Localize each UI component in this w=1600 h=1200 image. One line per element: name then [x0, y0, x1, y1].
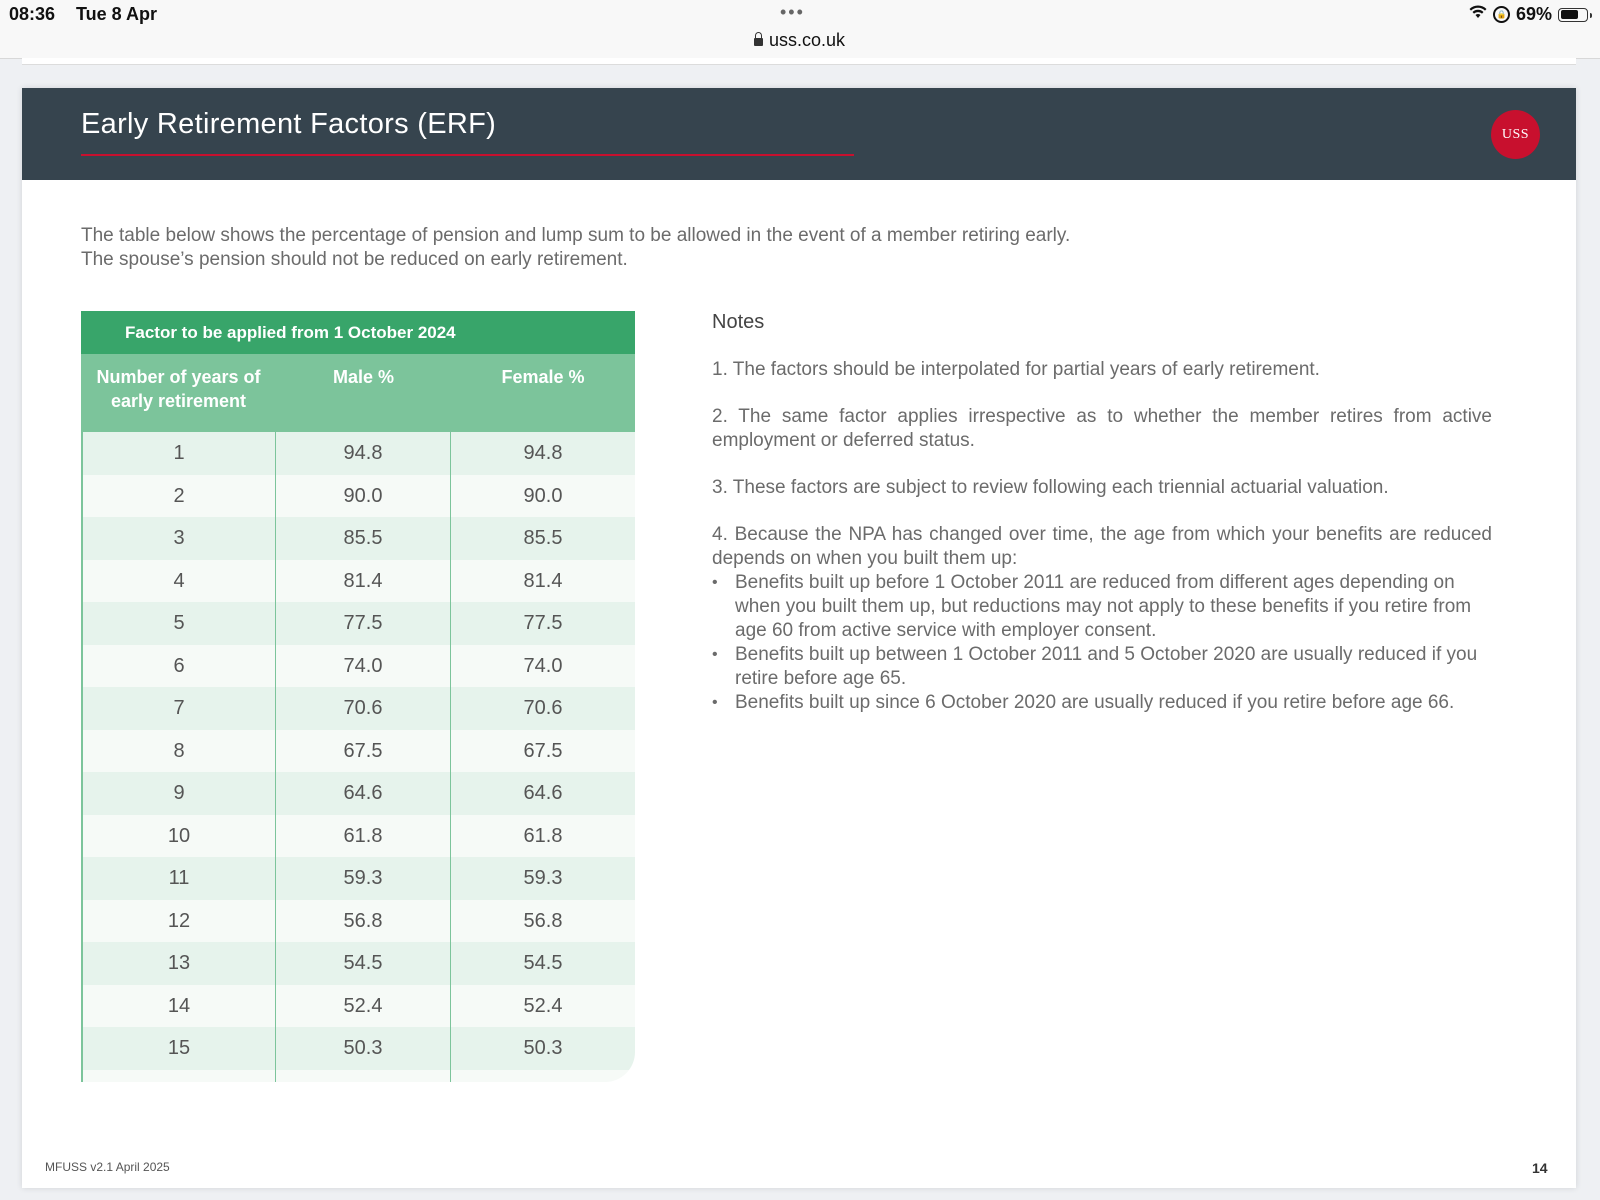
status-bar	[0, 0, 1600, 59]
cell-female: 94.8	[523, 442, 563, 464]
page-header	[22, 88, 1576, 180]
cell-years: 12	[83, 900, 276, 943]
intro-text	[81, 224, 1381, 272]
header-male: Male %	[332, 367, 395, 387]
table-row	[83, 560, 635, 603]
cell-male: 61.8	[276, 815, 451, 858]
lock-icon	[754, 38, 763, 46]
page-title: Early Retirement Factors (ERF)	[81, 108, 497, 140]
cell-years: 6	[83, 645, 276, 688]
table-row	[83, 432, 635, 475]
cell-female: 59.3	[523, 867, 563, 889]
previous-page-edge	[22, 58, 1576, 65]
bullet-item: • Benefits built up between 1 October 2011 and 5 October 2020 are usually reduced if you retire before age 65.	[712, 643, 1492, 691]
table-body	[81, 432, 635, 1082]
table-row	[83, 730, 635, 773]
cell-female: 70.6	[523, 697, 563, 719]
cell-female: 81.4	[523, 569, 563, 592]
page-number: 14	[1532, 1160, 1548, 1176]
erf-table	[81, 311, 635, 1082]
cell-female: 54.5	[523, 952, 563, 974]
cell-male: 67.5	[276, 730, 451, 773]
uss-logo: USS	[1491, 110, 1540, 159]
wifi-icon	[1469, 5, 1487, 24]
note-item: 2. The same factor applies irrespective as to whether the member retires from active employment or deferred status.	[712, 406, 1492, 451]
cell-female: 64.6	[523, 782, 563, 804]
title-underline	[81, 154, 854, 156]
cell-years: 11	[83, 857, 276, 900]
rotation-lock-icon: 🔒	[1493, 6, 1510, 23]
table-caption: Factor to be applied from 1 October 2024	[81, 311, 635, 354]
table-row	[83, 900, 635, 943]
status-indicators	[1469, 4, 1588, 25]
table-row	[83, 985, 635, 1028]
cell-male: 85.5	[276, 517, 451, 560]
cell-years: 15	[83, 1027, 276, 1070]
cell-years: 9	[83, 772, 276, 815]
cell-male: 56.8	[276, 900, 451, 943]
bullet-item: • Benefits built up before 1 October 2011 are reduced from different ages depending on when you built them up, but reductions may not apply to these benefits if you retire from age 60 from active service with employer consent.	[712, 571, 1492, 643]
note-item: 3. These factors are subject to review following each triennial actuarial valuation.	[712, 477, 1389, 498]
table-row	[83, 815, 635, 858]
more-dots-icon[interactable]: •••	[780, 2, 805, 22]
address-bar[interactable]	[754, 30, 845, 51]
cell-years: 8	[83, 730, 276, 773]
cell-female: 85.5	[523, 527, 563, 549]
bullet-item: • Benefits built up since 6 October 2020 are usually reduced if you retire before age 66.	[712, 691, 1492, 715]
cell-male: 52.4	[276, 985, 451, 1028]
cell-female: 50.3	[523, 1037, 563, 1059]
document-page	[22, 88, 1576, 1188]
note-bullets	[712, 571, 1492, 715]
table-row	[83, 475, 635, 518]
cell-years: 3	[83, 517, 276, 560]
status-date: Tue 8 Apr	[76, 4, 158, 24]
cell-male: 50.3	[276, 1027, 451, 1070]
cell-years: 1	[83, 432, 276, 475]
table-row	[83, 1027, 635, 1070]
table-header	[81, 354, 635, 432]
cell-female: 90.0	[523, 484, 563, 507]
cell-male: 70.6	[276, 687, 451, 730]
notes-section	[712, 310, 1492, 715]
header-years: Number of years of early retirement	[96, 367, 261, 411]
cell-female: 52.4	[523, 994, 563, 1017]
status-time: 08:36	[9, 4, 56, 24]
cell-years: 14	[83, 985, 276, 1028]
footer-version: MFUSS v2.1 April 2025	[45, 1160, 170, 1174]
cell-male: 90.0	[276, 475, 451, 518]
cell-female: 61.8	[523, 824, 563, 847]
notes-title: Notes	[712, 311, 765, 333]
cell-male: 81.4	[276, 560, 451, 603]
table-row	[83, 645, 635, 688]
cell-male: 64.6	[276, 772, 451, 815]
cell-years: 10	[83, 815, 276, 858]
cell-years: 5	[83, 602, 276, 645]
table-row	[83, 687, 635, 730]
battery-percent: 69%	[1515, 4, 1552, 24]
table-bottom	[83, 1070, 635, 1082]
url-text: uss.co.uk	[769, 30, 846, 50]
cell-male: 54.5	[276, 942, 451, 985]
cell-female: 67.5	[523, 739, 563, 762]
cell-female: 56.8	[523, 909, 563, 932]
table-row	[83, 517, 635, 560]
table-row	[83, 942, 635, 985]
cell-female: 74.0	[523, 654, 563, 677]
intro-line: The table below shows the percentage of pension and lump sum to be allowed in the event of a member retiring early.	[81, 225, 1071, 246]
cell-years: 4	[83, 560, 276, 603]
note-item: 1. The factors should be interpolated for partial years of early retirement.	[712, 359, 1320, 380]
table-row	[83, 602, 635, 645]
cell-male: 74.0	[276, 645, 451, 688]
battery-icon	[1558, 8, 1588, 22]
cell-female: 77.5	[523, 612, 563, 634]
cell-years: 2	[83, 475, 276, 518]
note-item: 4. Because the NPA has changed over time, the age from which your benefits are reduced depends on when you built them up:	[712, 524, 1492, 569]
cell-male: 77.5	[276, 602, 451, 645]
cell-years: 7	[83, 687, 276, 730]
cell-male: 94.8	[276, 432, 451, 475]
cell-male: 59.3	[276, 857, 451, 900]
intro-line: The spouse’s pension should not be reduced on early retirement.	[81, 249, 628, 270]
table-row	[83, 772, 635, 815]
header-female: Female %	[501, 367, 585, 387]
table-row	[83, 857, 635, 900]
cell-years: 13	[83, 942, 276, 985]
